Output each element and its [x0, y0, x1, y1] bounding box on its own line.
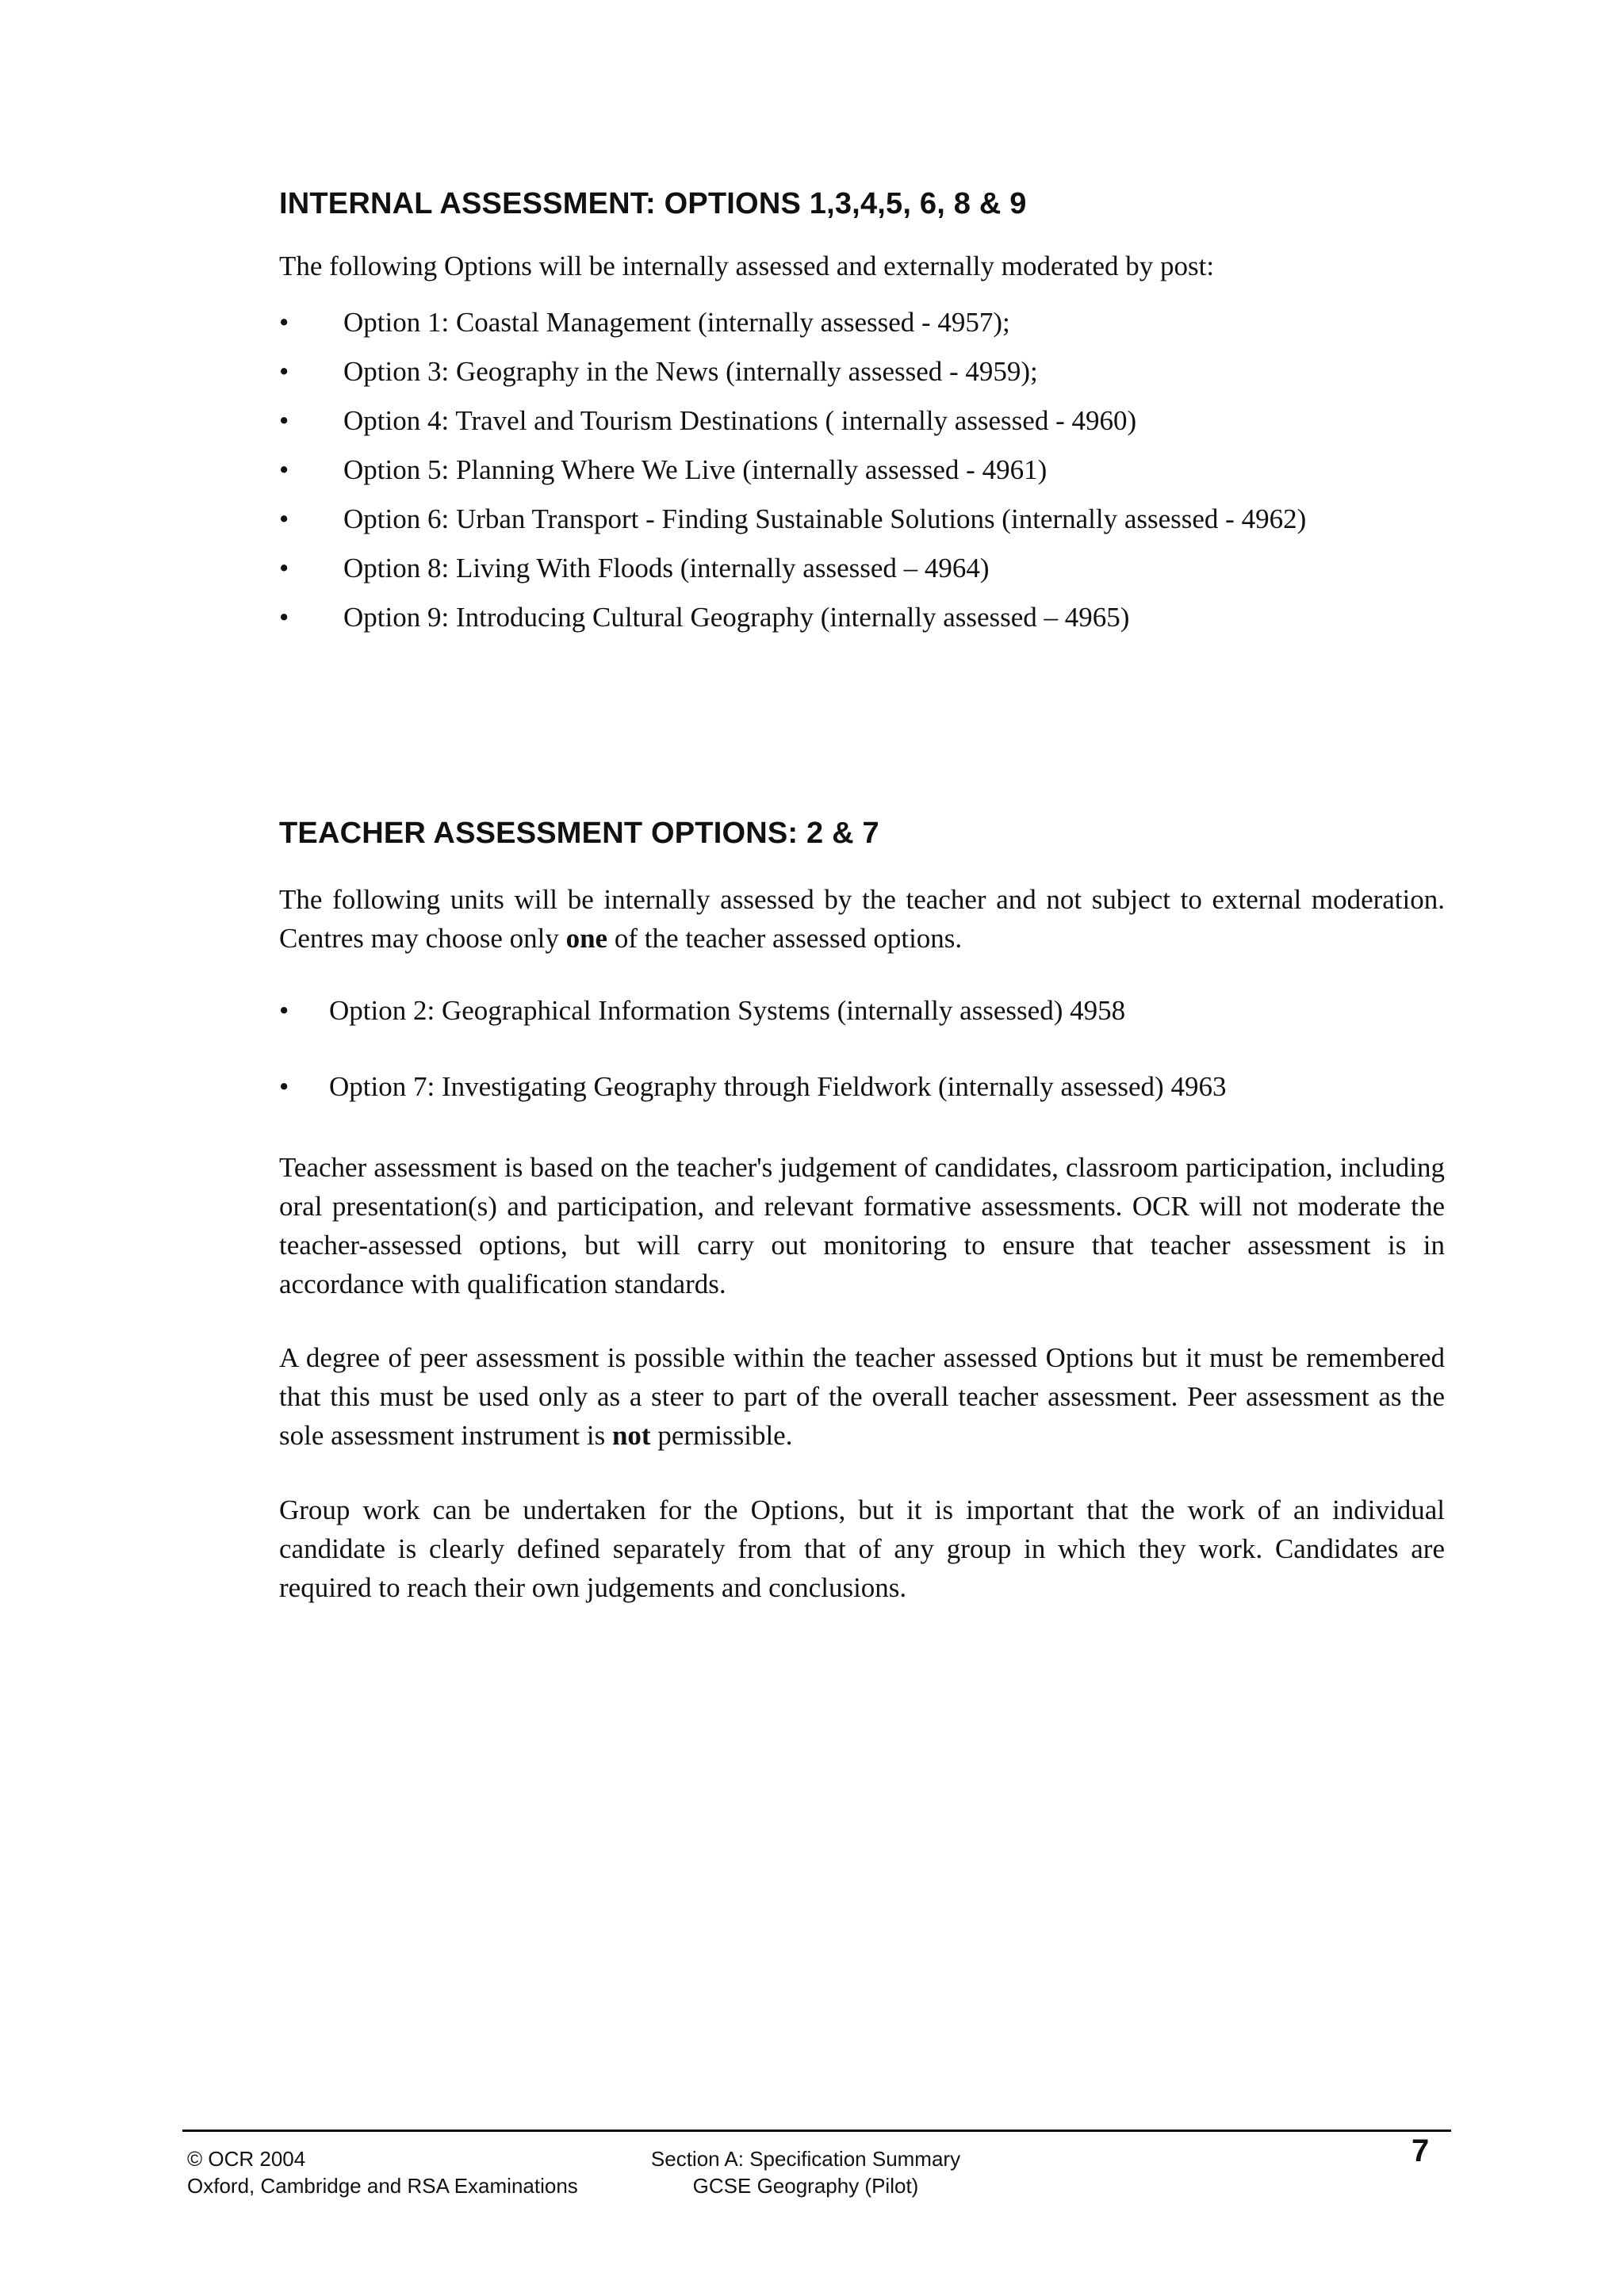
- option-text: Option 9: Introducing Cultural Geography (internally assessed – 4965): [343, 602, 1130, 633]
- bullet-icon: •: [279, 307, 289, 338]
- list-item: [279, 401, 1445, 450]
- footer-center: [639, 2145, 972, 2199]
- teacher-options-list: [279, 991, 1445, 1143]
- emphasis-not: not: [611, 1420, 651, 1451]
- teacher-intro-paragraph: [279, 880, 1445, 958]
- list-item: [279, 352, 1445, 401]
- internal-options-list: [279, 303, 1445, 647]
- group-work-paragraph: Group work can be undertaken for the Options, but it is important that the work of an individual candidate is clearly defined separately from that of any group in which they work. Candidates are required to reach their own judgements and conclusions.: [279, 1494, 1445, 1603]
- teacher-assessment-heading: TEACHER ASSESSMENT OPTIONS: 2 & 7: [279, 817, 879, 850]
- bullet-icon: •: [279, 405, 289, 436]
- footer-left: [187, 2145, 578, 2199]
- internal-assessment-section: [279, 187, 1445, 633]
- bullet-icon: •: [279, 995, 289, 1026]
- emphasis-one: one: [565, 923, 608, 954]
- list-item: [279, 303, 1445, 352]
- list-item: [279, 991, 1445, 1067]
- footer-divider: [182, 2130, 1451, 2132]
- option-text: Option 3: Geography in the News (internally assessed - 4959);: [343, 356, 1038, 387]
- peer-assessment-paragraph: [279, 1338, 1445, 1455]
- text-run: A degree of peer assessment is possible within the teacher assessed Options but it must be remembered that this must be used only as a steer to part of the overall teacher assessment. Peer assessment as the sole assessment instrument is: [279, 1342, 1445, 1451]
- option-text: Option 8: Living With Floods (internally assessed – 4964): [343, 553, 990, 584]
- list-item: [279, 549, 1445, 598]
- footer-board: Oxford, Cambridge and RSA Examinations: [187, 2174, 578, 2198]
- footer-section: Section A: Specification Summary: [650, 2147, 961, 2171]
- option-text: Option 2: Geographical Information Systems (internally assessed) 4958: [329, 995, 1126, 1026]
- text-run: of the teacher assessed options.: [607, 923, 963, 954]
- option-text: Option 4: Travel and Tourism Destinations ( internally assessed - 4960): [343, 405, 1137, 436]
- list-item: [279, 499, 1445, 549]
- footer-subject: GCSE Geography (Pilot): [692, 2174, 919, 2198]
- option-text: Option 5: Planning Where We Live (internally assessed - 4961): [343, 454, 1048, 485]
- option-text: Option 7: Investigating Geography through Fieldwork (internally assessed) 4963: [329, 1071, 1227, 1102]
- text-run: permissible.: [650, 1420, 793, 1451]
- page-number: 7: [1411, 2133, 1430, 2168]
- option-text: Option 1: Coastal Management (internally assessed - 4957);: [343, 307, 1010, 338]
- bullet-icon: •: [279, 553, 289, 584]
- bullet-icon: •: [279, 454, 289, 485]
- text-run: The following units will be internally assessed by the teacher and not subject to external moderation. Centres may choose only: [279, 884, 1445, 954]
- teacher-assessment-paragraph: Teacher assessment is based on the teacher's judgement of candidates, classroom participation, including oral presentation(s) and participation, and relevant formative assessments. OCR will not moderate the teacher-assessed options, but will carry out monitoring to ensure that teacher assessment is in accordance with qualification standards.: [279, 1152, 1445, 1299]
- bullet-icon: •: [279, 356, 289, 387]
- internal-assessment-heading: INTERNAL ASSESSMENT: OPTIONS 1,3,4,5, 6, 8 & 9: [279, 187, 1027, 220]
- footer-copyright: © OCR 2004: [187, 2147, 306, 2171]
- bullet-icon: •: [279, 602, 289, 633]
- list-item: [279, 450, 1445, 499]
- option-text: Option 6: Urban Transport - Finding Sustainable Solutions (internally assessed - 4962): [343, 503, 1307, 534]
- bullet-icon: •: [279, 1071, 289, 1102]
- list-item: [279, 1067, 1445, 1143]
- bullet-icon: •: [279, 503, 289, 534]
- internal-assessment-intro: The following Options will be internally assessed and externally moderated by post:: [279, 251, 1215, 281]
- list-item: [279, 598, 1445, 647]
- teacher-assessment-section: [279, 817, 1445, 1603]
